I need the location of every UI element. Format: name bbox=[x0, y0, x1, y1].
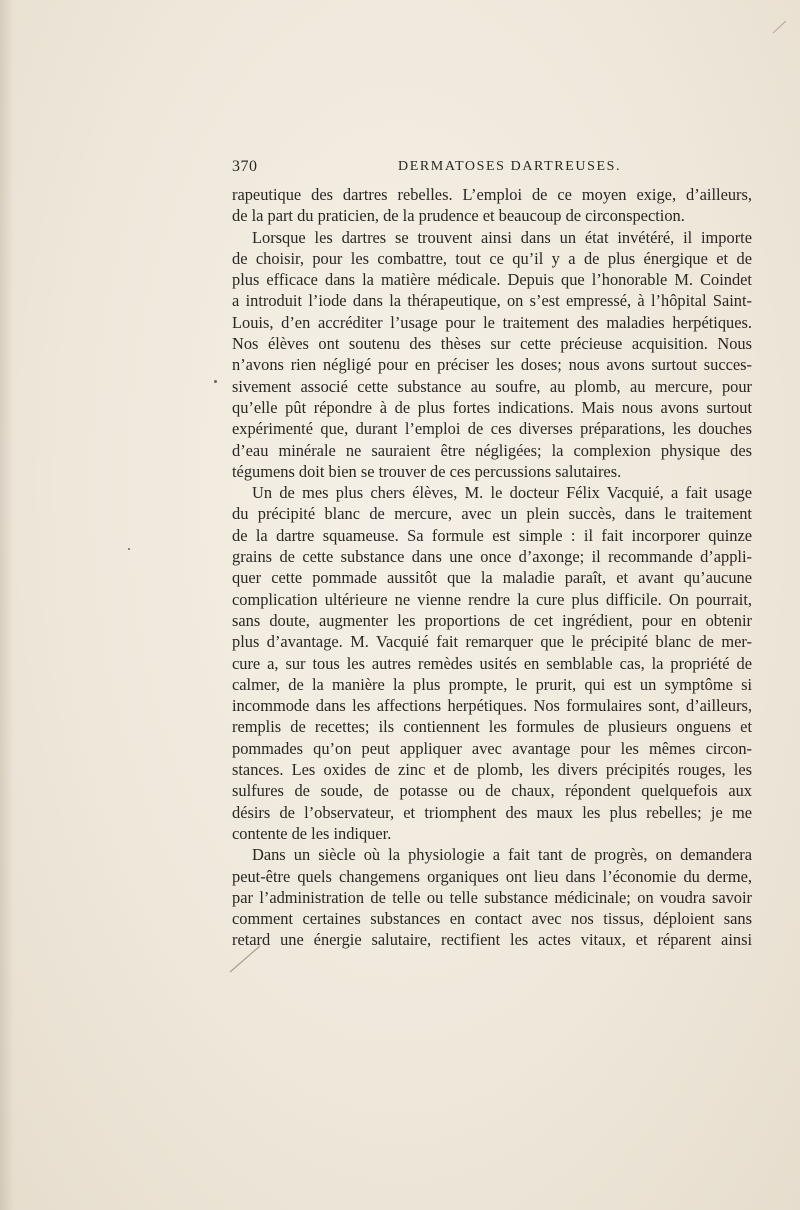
text-line: de choisir, pour les combattre, tout ce qu’il y a de plus énergique et de bbox=[232, 248, 752, 268]
text-line: incommode dans les affections herpétiques. Nos formulaires sont, d’ailleurs, bbox=[232, 696, 752, 716]
page-edge-shadow bbox=[0, 0, 14, 1210]
text-line: qu’elle pût répondre à de plus fortes indications. Mais nous avons surtout bbox=[232, 397, 752, 417]
text-line: sivement associé cette substance au soufre, au plomb, au mercure, pour bbox=[232, 376, 752, 396]
text-line: complication ultérieure ne vienne rendre la cure plus difficile. On pourrait, bbox=[232, 589, 752, 609]
text-line: peut-être quels changemens organiques ont lieu dans l’économie du derme, bbox=[232, 866, 752, 886]
text-line: par l’administration de telle ou telle substance médicinale; on voudra savoir bbox=[232, 887, 752, 907]
text-line: calmer, de la manière la plus prompte, le prurit, qui est un symptôme si bbox=[232, 674, 752, 694]
text-line: remplis de recettes; ils contiennent les formules de plusieurs onguens et bbox=[232, 717, 752, 737]
text-line: a introduit l’iode dans la thérapeutique, on s’est empressé, à l’hôpital Saint- bbox=[232, 291, 752, 311]
text-line: n’avons rien négligé pour en préciser les doses; nous avons surtout succes- bbox=[232, 355, 752, 375]
text-line: désirs de l’observateur, et triomphent des maux les plus rebelles; je me bbox=[232, 802, 752, 822]
text-line: sulfures de soude, de potasse ou de chaux, répondent quelquefois aux bbox=[232, 781, 752, 801]
text-line: de la dartre squameuse. Sa formule est simple : il fait incorporer quinze bbox=[232, 525, 752, 545]
text-line: Nos élèves ont soutenu des thèses sur cette précieuse acquisition. Nous bbox=[232, 334, 752, 354]
text-line: cure a, sur tous les autres remèdes usités en semblable cas, la propriété de bbox=[232, 653, 752, 673]
text-line: comment certaines substances en contact avec nos tissus, déploient sans bbox=[232, 909, 752, 929]
text-line: sans doute, augmenter les proportions de cet ingrédient, pour en obtenir bbox=[232, 610, 752, 630]
margin-speck bbox=[128, 548, 130, 550]
running-head-title: DERMATOSES DARTREUSES. bbox=[398, 159, 622, 174]
page-number: 370 bbox=[232, 158, 258, 175]
text-line: retard une énergie salutaire, rectifient les actes vitaux, et réparent ainsi bbox=[232, 930, 752, 950]
text-line: tégumens doit bien se trouver de ces percussions salutaires. bbox=[232, 461, 622, 481]
pencil-mark bbox=[770, 18, 790, 36]
text-line: plus efficace dans la matière médicale. Depuis que l’honorable M. Coindet bbox=[232, 270, 752, 290]
text-line: Louis, d’en accréditer l’usage pour le traitement des maladies herpétiques. bbox=[232, 312, 752, 332]
text-line: expérimenté que, durant l’emploi de ces diverses préparations, les douches bbox=[232, 419, 752, 439]
text-line: rapeutique des dartres rebelles. L’emploi de ce moyen exige, d’ailleurs, bbox=[232, 185, 752, 204]
text-line: Un de mes plus chers élèves, M. le docteur Félix Vacquié, a fait usage bbox=[252, 483, 752, 503]
text-line: stances. Les oxides de zinc et de plomb, les divers précipités rouges, les bbox=[232, 760, 752, 780]
body-text bbox=[232, 184, 752, 951]
text-line: pommades qu’on peut appliquer avec avantage pour les mêmes circon- bbox=[232, 738, 752, 758]
text-line: Dans un siècle où la physiologie a fait tant de progrès, on demandera bbox=[252, 845, 752, 865]
text-line: du précipité blanc de mercure, avec un plein succès, dans le traitement bbox=[232, 504, 752, 524]
text-line: contente de les indiquer. bbox=[232, 823, 392, 843]
running-head bbox=[232, 158, 752, 180]
text-line: grains de cette substance dans une once d’axonge; il recommande d’appli- bbox=[232, 547, 752, 567]
margin-speck bbox=[214, 380, 217, 383]
text-line: d’eau minérale ne sauraient être négligées; la complexion physique des bbox=[232, 440, 752, 460]
text-line: plus d’avantage. M. Vacquié fait remarquer que le précipité blanc de mer- bbox=[232, 632, 752, 652]
text-line: Lorsque les dartres se trouvent ainsi dans un état invétéré, il importe bbox=[252, 227, 752, 247]
pencil-mark bbox=[226, 940, 266, 976]
text-line: de la part du praticien, de la prudence et beaucoup de circonspection. bbox=[232, 206, 685, 226]
text-line: quer cette pommade aussitôt que la maladie paraît, et avant qu’aucune bbox=[232, 568, 752, 588]
